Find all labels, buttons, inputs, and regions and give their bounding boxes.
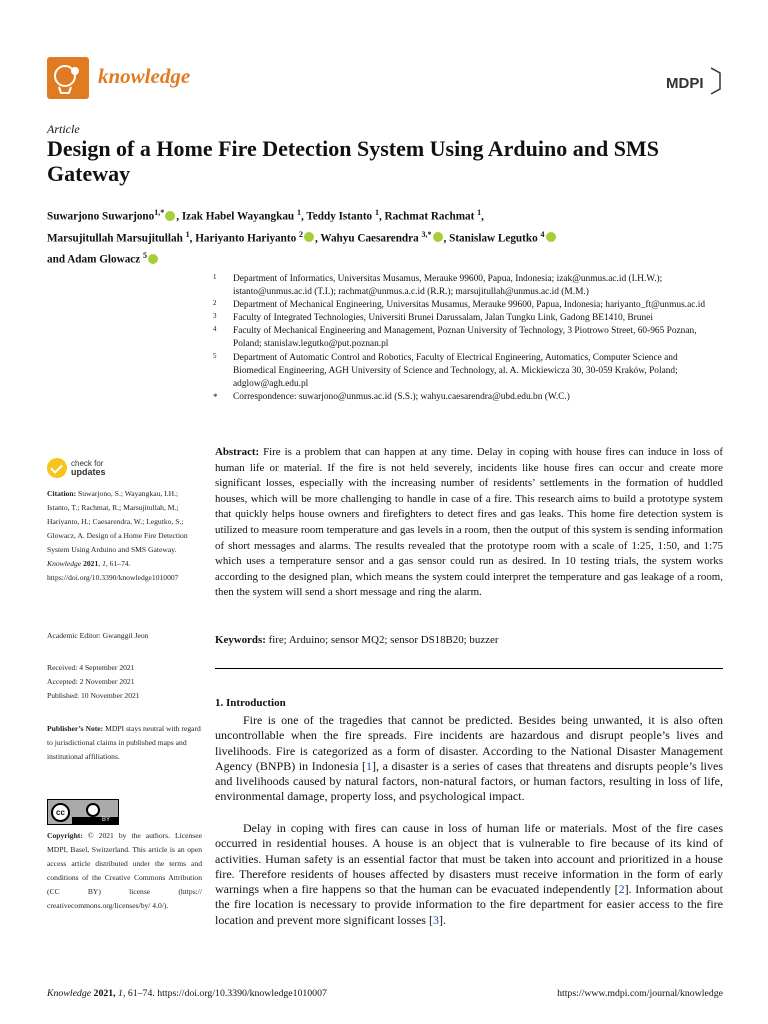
check-icon	[47, 458, 67, 478]
person-icon	[86, 803, 100, 817]
article-type-label: Article	[47, 122, 80, 136]
journal-name: knowledge	[98, 64, 191, 88]
section-heading: 1. Introduction	[215, 697, 286, 709]
author-name[interactable]: , Izak Habel Wayangkau	[176, 210, 295, 223]
author-name[interactable]: , Wahyu Caesarendra	[315, 232, 419, 245]
author-name[interactable]: , Stanislaw Legutko	[443, 232, 538, 245]
citation-link[interactable]: 2	[618, 882, 625, 897]
keywords: Keywords: fire; Arduino; sensor MQ2; sensor DS18B20; buzzer	[215, 634, 499, 646]
orcid-icon[interactable]	[433, 232, 443, 242]
publication-dates: Received: 4 September 2021 Accepted: 2 November 2021 Published: 10 November 2021	[47, 663, 140, 700]
citation-link[interactable]: 3	[432, 912, 439, 927]
author-name[interactable]: Marsujitullah Marsujitullah	[47, 232, 183, 245]
author-list: Suwarjono Suwarjono$^{1,*}$ , Izak Habel Wayangkau $^1$, Teddy Istanto $^1$, Rachmat Rachmat $^1$, Marsujitullah Marsujitullah $^1$, Hariyanto Hariyanto $^2$ , Wahyu Caesarendra $^{3,*}$ , Stanislaw Legutko $^4$ and Adam Glowacz $^5$	[47, 204, 727, 269]
journal-logo-icon	[47, 57, 89, 99]
affiliation-item: 5 Department of Automatic Control and Robotics, Faculty of Electrical Engineering, Automatics, Computer Science and Biomedical Engineering, AGH University of Science and Technology, al. A. Mickiewicza 30, 30-059 Kraków, Poland; adglow@agh.edu.pl	[213, 351, 678, 389]
affiliation-item: 2 Department of Mechanical Engineering, Universitas Musamus, Merauke 99600, Papua, Indonesia; hariyanto_ft@unmus.ac.id	[213, 299, 706, 311]
abstract: Abstract: Fire is a problem that can happen at any time. Delay in coping with house fires can induce in loss of human life or material. If the fire is not held severely, incidents like house fires can occur and create more significant losses, especially with the increasing number of residents’ settlements in the formation of huddled houses, which will be more challenging to handle in case of a fire. This research aims to build a prototype system that quickly helps house owners and firefighters to detect fires and gas leaks. This home fire detection system is utilized to measure room temperature and gas levels in a room, then the output of this system is sending information of short messages and alarms. The results revealed that the prototype room with a scale of 1:25, 1:50, and 1:75 which uses a temperature sensor and a gas sensor could run as desired. In 10 testing trials, the system works according to the designed plan, which means the system could interpret the temperature and gas leakage of a room, then the system will send a short message and ring the alarm.	[215, 446, 723, 599]
cc-by-license-icon[interactable]: cc BY	[47, 799, 119, 825]
orcid-icon[interactable]	[304, 232, 314, 242]
copyright: Copyright: © 2021 by the authors. Licensee MDPI, Basel, Switzerland. This article is an open access article distributed under the terms and conditions of the Creative Commons Attribution (CC BY) license (https:// creativecommons.org/licenses/by/ 4.0/).	[47, 831, 202, 910]
publisher-note: Publisher’s Note: MDPI stays neutral with regard to jurisdictional claims in published maps and institutional affiliations.	[47, 724, 201, 761]
author-name[interactable]: and Adam Glowacz	[47, 254, 141, 267]
footer-journal-url[interactable]: https://www.mdpi.com/journal/knowledge	[557, 988, 723, 999]
author-name[interactable]: , Rachmat Rachmat	[378, 210, 475, 223]
author-name[interactable]: , Teddy Istanto	[300, 210, 373, 223]
affiliation-item: 4 Faculty of Mechanical Engineering and Management, Poznan University of Technology, 3 Piotrowo Street, 60-965 Poznan, Poland; stanislaw.legutko@put.poznan.pl	[213, 325, 697, 350]
paper-title: Design of a Home Fire Detection System Using Arduino and SMS Gateway	[47, 136, 659, 186]
svg-text:MDPI: MDPI	[666, 75, 704, 92]
footer-citation: Knowledge 2021, 1, 61–74. https://doi.org/10.3390/knowledge1010007	[47, 988, 327, 999]
citation: Citation: Suwarjono, S.; Wayangkau, I.H.; Istanto, T.; Rachmat, R.; Marsujitullah, M.; Hariyanto, H.; Caesarendra, W.; Legutko, S.; Glowacz, A. Design of a Home Fire Detection System Using Arduino and SMS Gateway. Knowledge 2021, 1, 61–74. https://doi.org/10.3390/knowledge1010007	[47, 489, 188, 582]
body-paragraph: Delay in coping with fires can cause in loss of human life or materials. Most of the fire cases occurred in residential houses. A house is an object that is vulnerable to fire because of its kind of activities. Human safety is an essential factor that must be taken into account and prioritized in a house fire. Therefore residents of houses affected by disasters must receive information in the form of early warnings when a fire happens so that the human can be evacuated independently [2]. Information about the fire location is necessary to provide information to the fire department for easier access to the fire location and prevent more significant losses [3].	[215, 821, 723, 927]
author-name[interactable]: , Hariyanto Hariyanto	[189, 232, 297, 245]
affiliation-item: 1 Department of Informatics, Universitas Musamus, Merauke 99600, Papua, Indonesia; izak@unmus.ac.id (I.H.W.); istanto@unmus.ac.id (T.I.); rachmat@unmus.a.c.id (R.R.); marsujitullah@unmus.ac.id (M.M.)	[213, 273, 663, 298]
mdpi-logo-icon	[664, 66, 722, 96]
academic-editor: Academic Editor: Gwanggil Jeon	[47, 631, 149, 640]
orcid-icon[interactable]	[148, 254, 158, 264]
section-divider	[215, 668, 723, 669]
affiliation-item: 3 Faculty of Integrated Technologies, Universiti Brunei Darussalam, Jalan Tungku Link, Gadong BE1410, Brunei	[213, 312, 653, 324]
orcid-icon[interactable]	[546, 232, 556, 242]
affiliations	[213, 273, 723, 404]
check-for-updates-button[interactable]: check for updates	[47, 458, 167, 478]
correspondence: * Correspondence: suwarjono@unmus.ac.id (S.S.); wahyu.caesarendra@ubd.edu.bn (W.C.)	[213, 391, 570, 402]
author-name[interactable]: Suwarjono Suwarjono	[47, 210, 155, 223]
citation-link[interactable]: 1	[366, 758, 373, 773]
body-paragraph: Fire is one of the tragedies that cannot be predicted. Besides being unwanted, it is also often uncontrollable when the fire spreads. Fire incidents are hazardous and disrupt people’s lives and livelihoods. Fire is categorized as a form of disaster. According to the National Disaster Management Agency (BNPB) in Indonesia [1], a disaster is a series of cases that threatens and disrupts people’s lives and livelihoods caused by natural factors, non-natural factors, or human factors, resulting in loss of life, environmental damage, property loss, and psychological impact.	[215, 713, 723, 804]
orcid-icon[interactable]	[165, 211, 175, 221]
